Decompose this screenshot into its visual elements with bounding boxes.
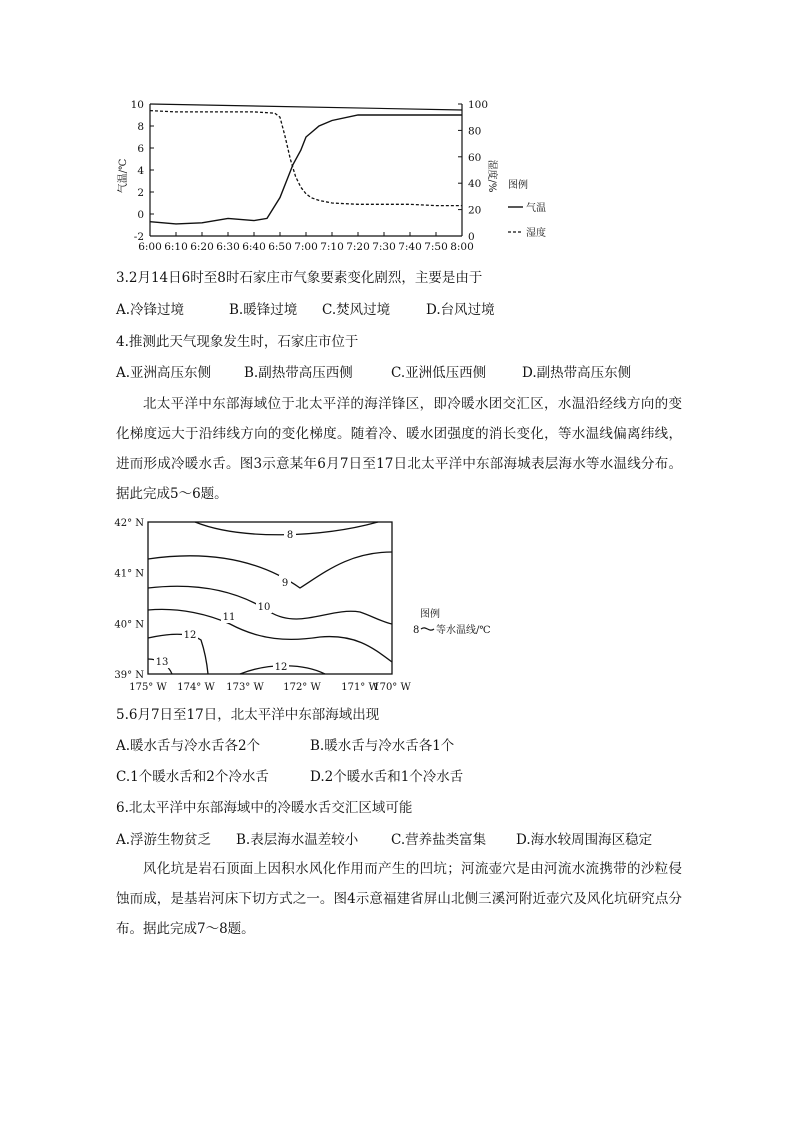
- x-tick-label: 7:10: [320, 241, 344, 253]
- map-y-tick-label: 41° N: [114, 568, 144, 580]
- weather-chart: [110, 96, 546, 264]
- x-tick-label: 7:20: [346, 241, 370, 253]
- question-5: 5.6月7日至17日，北太平洋中东部海域出现: [116, 707, 380, 723]
- y2-tick-label: 0: [468, 231, 475, 243]
- map-x-tick-label: 173° W: [226, 682, 264, 693]
- x-tick-label: 7:50: [424, 241, 448, 253]
- x-tick-label: 6:40: [242, 241, 266, 253]
- passage-ocean-front: 北太平洋中东部海域位于北太平洋的海洋锋区，即冷暖水团交汇区，水温沿经线方向的变化梯度远大于沿纬线方向的变化梯度。随着冷、暖水团强度的消长变化，等水温线偏离纬线，进而形成冷暖水舌。图3示意某年6月7日至17日北太平洋中东部海城表层海水等水温线分布。据此完成5～6题。: [116, 396, 682, 502]
- y-tick-label: -2: [133, 231, 144, 243]
- y-tick-label: 0: [137, 209, 144, 221]
- x-tick-label: 6:10: [164, 241, 188, 253]
- x-tick-label: 8:00: [450, 241, 474, 253]
- y2-axis-label: 湿度/%: [486, 159, 497, 193]
- y-tick-label: 10: [130, 99, 144, 111]
- map-x-tick-label: 175° W: [129, 682, 167, 693]
- map-frame: [148, 522, 392, 674]
- q5-option-b[interactable]: B.暖水舌与冷水舌各1个: [310, 738, 455, 754]
- q6-option-b[interactable]: B.表层海水温差较小: [236, 832, 359, 848]
- y-axis-label: 气温/℃: [118, 158, 129, 194]
- q3-option-a[interactable]: A.冷锋过境: [116, 302, 185, 318]
- legend-hum-label: 湿度: [526, 228, 546, 239]
- x-tick-label: 6:50: [268, 241, 292, 253]
- q4-option-c[interactable]: C.亚洲低压西侧: [391, 365, 487, 381]
- temperature-line: [150, 115, 462, 224]
- humidity-line: [150, 111, 462, 206]
- map-legend-sample-value: 8: [413, 625, 420, 636]
- map-x-tick-label: 171° W: [341, 682, 379, 693]
- x-tick-label: 6:00: [138, 241, 162, 253]
- q4-option-a[interactable]: A.亚洲高压东侧: [116, 365, 212, 381]
- question-4: 4.推测此天气现象发生时，石家庄市位于: [116, 334, 359, 350]
- y-tick-label: 8: [137, 121, 144, 133]
- legend-title: 图例: [508, 180, 528, 191]
- x-tick-label: 7:30: [372, 241, 396, 253]
- map-legend-label: 等水温线/℃: [436, 625, 491, 636]
- y2-tick-label: 40: [468, 178, 482, 191]
- x-tick-label: 7:00: [294, 241, 318, 253]
- q6-option-a[interactable]: A.浮游生物贫乏: [116, 832, 212, 848]
- map-y-tick-label: 42° N: [114, 518, 144, 529]
- map-legend-title: 图例: [420, 609, 440, 620]
- y2-tick-label: 100: [468, 99, 489, 111]
- isotherm-label-11: 11: [222, 612, 236, 623]
- y-tick-label: 6: [137, 143, 144, 155]
- passage-potholes: 风化坑是岩石顶面上因积水风化作用而产生的凹坑；河流壶穴是由河流水流携带的沙粒侵蚀而成，是基岩河床下切方式之一。图4示意福建省屏山北侧三溪河附近壶穴及风化坑研究点分布。据此完成7～8题。: [116, 861, 682, 937]
- map-legend-swatch: [421, 628, 434, 630]
- q6-option-d[interactable]: D.海水较周围海区稳定: [516, 832, 653, 848]
- map-y-tick-label: 39° N: [114, 670, 144, 681]
- isotherm-label-12b: 12: [274, 662, 288, 673]
- question-6: 6.北太平洋中东部海域中的冷暖水舌交汇区域可能: [116, 800, 413, 816]
- x-tick-label: 6:30: [216, 241, 240, 253]
- question-3: 3.2月14日6时至8时石家庄市气象要素变化剧烈，主要是由于: [116, 270, 483, 286]
- isotherm-label-12a: 12: [183, 630, 197, 641]
- isotherm-9: [148, 552, 392, 588]
- isotherm-label-10: 10: [257, 602, 271, 613]
- y-tick-label: 2: [137, 187, 144, 199]
- x-tick-label: 6:20: [190, 241, 214, 253]
- q3-option-c[interactable]: C.焚风过境: [322, 302, 391, 318]
- x-tick-label: 7:40: [398, 241, 422, 253]
- isotherm-label-13: 13: [155, 657, 169, 668]
- y-tick-label: 4: [137, 165, 144, 177]
- chart1-ticks: [131, 99, 488, 253]
- legend-temp-label: 气温: [526, 203, 546, 214]
- isotherm-label-9: 9: [281, 578, 289, 589]
- chart1-axes: [150, 104, 462, 236]
- map-x-tick-label: 174° W: [177, 682, 215, 693]
- q4-option-b[interactable]: B.副热带高压西侧: [244, 365, 353, 381]
- y2-tick-label: 60: [468, 151, 482, 164]
- y2-tick-label: 20: [468, 204, 482, 217]
- q6-option-c[interactable]: C.营养盐类富集: [391, 832, 487, 848]
- q3-option-b[interactable]: B.暖锋过境: [229, 302, 298, 318]
- map-x-tick-label: 172° W: [283, 682, 321, 693]
- q5-option-c[interactable]: C.1个暖水舌和2个冷水舌: [116, 769, 269, 785]
- q5-option-a[interactable]: A.暖水舌与冷水舌各2个: [116, 738, 261, 754]
- map-x-tick-label: 170° W: [373, 682, 411, 693]
- map-y-tick-label: 40° N: [114, 619, 144, 631]
- isotherm-map: [110, 512, 491, 700]
- q5-option-d[interactable]: D.2个暖水舌和1个冷水舌: [310, 769, 464, 785]
- q4-option-d[interactable]: D.副热带高压东侧: [522, 365, 632, 381]
- q3-option-d[interactable]: D.台风过境: [426, 302, 495, 318]
- top-border: [150, 104, 462, 110]
- isotherm-label-8: 8: [286, 530, 294, 541]
- y2-tick-label: 80: [468, 125, 482, 138]
